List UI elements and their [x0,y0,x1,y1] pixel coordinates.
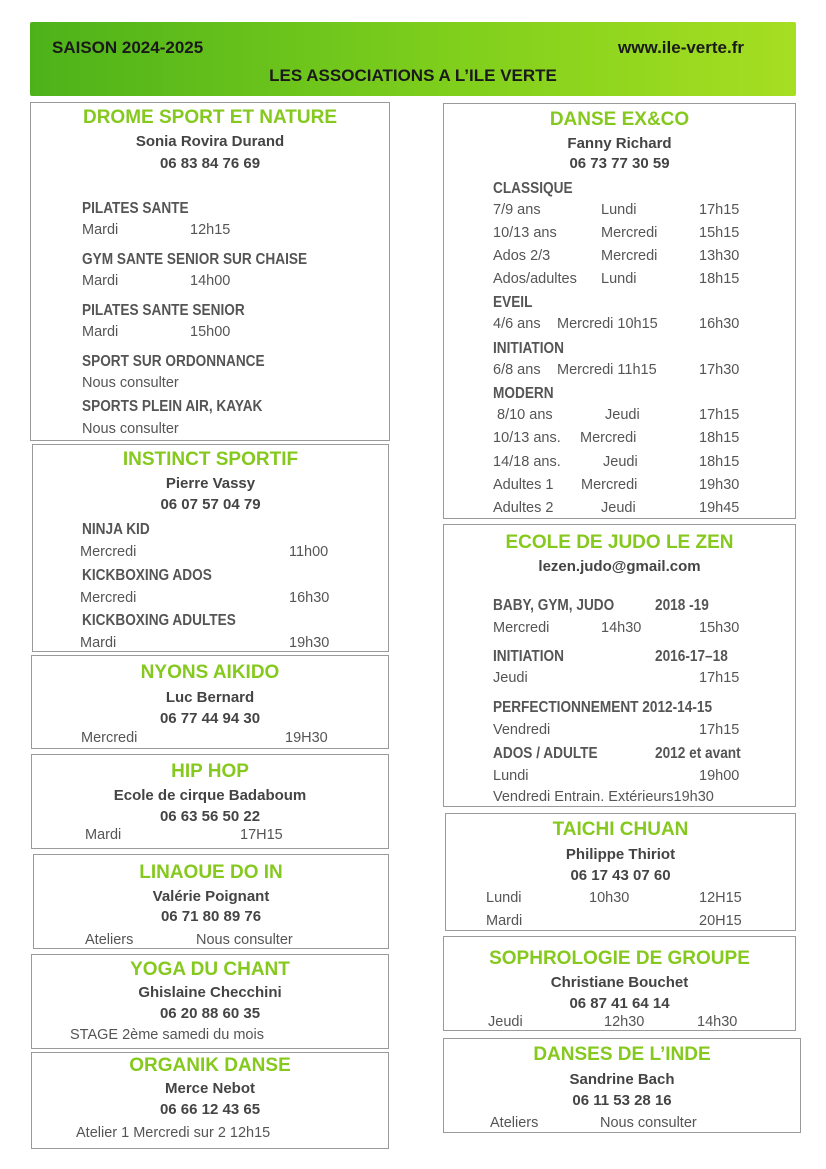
card-phone[interactable]: 06 83 84 76 69 [159,155,261,172]
card-title: LINAOUE DO IN [139,862,283,883]
section-title: INITIATION [493,340,564,357]
class-day: Mercredi [80,590,137,606]
row-age: 10/13 ans. [493,430,561,446]
card-phone[interactable]: 06 71 80 89 76 [160,908,262,925]
class-note: Nous consulter [196,932,293,948]
row-time: 19h45 [699,500,740,516]
class-time: 15h00 [190,324,231,340]
card-danse-exco [443,103,796,519]
card-contact: Philippe Thiriot [565,846,676,863]
card-phone[interactable]: 06 66 12 43 65 [159,1101,261,1118]
card-contact: Sonia Rovira Durand [135,133,285,150]
row-time: 19h30 [699,477,740,493]
class-title: NINJA KID [82,521,150,538]
row-time: 18h15 [699,271,740,287]
section-title: EVEIL [493,294,533,311]
card-title: DANSE EX&CO [549,109,690,130]
card-email[interactable]: lezen.judo@gmail.com [538,558,701,575]
website-link[interactable]: www.ile-verte.fr [618,38,744,57]
card-linaoue-do-in [33,854,389,949]
group-years: 2018 -19 [655,597,709,614]
class-time: 14h00 [190,273,231,289]
card-title: DANSES DE L’INDE [533,1044,711,1065]
row-day: Mercredi 10h15 [557,316,658,332]
row-age: 8/10 ans [497,407,553,423]
header-banner [30,22,796,96]
card-contact: Ecole de cirque Badaboum [113,787,307,804]
row-time: 15h15 [699,225,740,241]
class-title: SPORTS PLEIN AIR, KAYAK [82,398,263,415]
group-title: PERFECTIONNEMENT 2012-14-15 [493,699,713,716]
row-time: 17h15 [699,407,740,423]
card-hip-hop [31,754,389,849]
class-note: STAGE 2ème samedi du mois [70,1027,264,1043]
row-age: 6/8 ans [493,362,541,378]
class-day: Mardi [82,222,119,238]
class-time: 14h30 [697,1014,738,1030]
card-danses-inde [443,1038,801,1133]
class-time: 12h30 [604,1014,645,1030]
row-day: Jeudi [601,500,636,516]
row-day: Jeudi [603,454,638,470]
class-day: Jeudi [488,1014,523,1030]
card-nyons-aikido [31,655,389,749]
class-time: 19H30 [285,730,328,746]
card-phone[interactable]: 06 77 44 94 30 [159,710,261,727]
card-contact: Luc Bernard [165,689,255,706]
class-title: KICKBOXING ADULTES [82,612,236,629]
group-time: 15h30 [699,620,740,636]
card-instinct-sportif [32,444,389,652]
row-day: Mercredi [581,477,638,493]
card-contact: Fanny Richard [567,135,672,152]
class-time: 16h30 [289,590,330,606]
class-title: PILATES SANTE [82,200,189,217]
card-organik-danse [31,1052,389,1149]
card-contact: Merce Nebot [164,1080,256,1097]
row-time: 17h15 [699,202,740,218]
class-day: Mardi [486,913,523,929]
class-day: Lundi [486,890,522,906]
class-time: 12H15 [699,890,742,906]
row-day: Mercredi [580,430,637,446]
card-title: YOGA DU CHANT [130,959,290,980]
card-phone[interactable]: 06 11 53 28 16 [572,1092,672,1109]
season-label: SAISON 2024-2025 [52,38,204,57]
group-time: 19h00 [699,768,740,784]
card-sophrologie [443,936,796,1031]
group-title: INITIATION [493,648,564,665]
group-time: 17h15 [699,670,740,686]
row-day: Jeudi [605,407,640,423]
class-note: Atelier 1 Mercredi sur 2 12h15 [76,1125,271,1141]
row-time: 16h30 [699,316,740,332]
class-time: 19h30 [289,635,330,651]
group-day: Jeudi [493,670,528,686]
row-time: 17h30 [699,362,740,378]
row-day: Lundi [601,271,637,287]
group-title: ADOS / ADULTE [493,745,598,762]
card-title: INSTINCT SPORTIF [122,449,299,470]
class-day: Mardi [82,273,119,289]
class-day: Mercredi [81,730,138,746]
card-phone[interactable]: 06 07 57 04 79 [160,496,261,513]
section-title: MODERN [493,385,554,402]
row-day: Mercredi 11h15 [557,362,657,378]
group-time: 14h30 [601,620,642,636]
card-title: ORGANIK DANSE [129,1055,291,1076]
card-title: TAICHI CHUAN [552,819,689,840]
row-time: 18h15 [699,430,740,446]
row-age: Ados 2/3 [493,248,551,264]
card-phone[interactable]: 06 87 41 64 14 [569,995,670,1012]
group-extra: Vendredi Entrain. Extérieurs19h30 [493,789,714,805]
group-years: 2016-17–18 [655,648,728,665]
class-time: 10h30 [589,890,630,906]
page-title: LES ASSOCIATIONS A L’ILE VERTE [269,66,557,85]
card-contact: Pierre Vassy [165,475,256,492]
group-years: 2012 et avant [655,745,741,762]
class-day: Mercredi [80,544,137,560]
card-contact: Valérie Poignant [152,888,270,905]
card-title: DROME SPORT ET NATURE [82,107,338,128]
row-age: Adultes 2 [493,500,554,516]
class-title: GYM SANTE SENIOR SUR CHAISE [82,251,308,268]
card-title: NYONS AIKIDO [140,662,280,683]
row-age: 7/9 ans [493,202,541,218]
card-contact: Ghislaine Checchini [138,984,282,1001]
class-note: Nous consulter [82,421,179,437]
class-title: SPORT SUR ORDONNANCE [82,353,265,370]
group-day: Lundi [493,768,529,784]
group-title: BABY, GYM, JUDO [493,597,615,614]
class-title: KICKBOXING ADOS [82,567,212,584]
card-title: ECOLE DE JUDO LE ZEN [505,532,734,553]
class-day: Mardi [85,827,122,843]
row-age: 10/13 ans [493,225,557,241]
class-label: Ateliers [490,1115,539,1131]
class-label: Ateliers [85,932,134,948]
group-day: Mercredi [493,620,550,636]
card-taichi-chuan [445,813,796,931]
class-note: Nous consulter [600,1115,697,1131]
card-contact: Christiane Bouchet [550,974,689,991]
group-time: 17h15 [699,722,740,738]
class-time: 17H15 [240,827,283,843]
row-time: 13h30 [699,248,740,264]
card-contact: Sandrine Bach [569,1071,675,1088]
class-title: PILATES SANTE SENIOR [82,302,245,319]
class-day: Mardi [82,324,119,340]
row-age: Adultes 1 [493,477,554,493]
card-judo-le-zen [443,524,796,807]
row-age: 4/6 ans [493,316,541,332]
class-day: Mardi [80,635,117,651]
row-time: 18h15 [699,454,740,470]
card-yoga-du-chant [31,954,389,1049]
row-day: Mercredi [601,248,658,264]
card-title: SOPHROLOGIE DE GROUPE [489,948,750,969]
section-title: CLASSIQUE [493,180,573,197]
class-time: 11h00 [289,544,329,560]
row-day: Mercredi [601,225,658,241]
group-day: Vendredi [493,722,551,738]
class-time: 20H15 [699,913,742,929]
card-drome-sport [30,102,390,441]
card-phone[interactable]: 06 73 77 30 59 [569,155,670,172]
card-title: HIP HOP [171,761,249,782]
class-note: Nous consulter [82,375,179,391]
card-phone[interactable]: 06 17 43 07 60 [570,867,671,884]
row-age: 14/18 ans. [493,454,561,470]
row-day: Lundi [601,202,637,218]
row-age: Ados/adultes [493,271,577,287]
class-time: 12h15 [190,222,231,238]
card-phone[interactable]: 06 20 88 60 35 [159,1005,261,1022]
card-phone[interactable]: 06 63 56 50 22 [159,808,261,825]
